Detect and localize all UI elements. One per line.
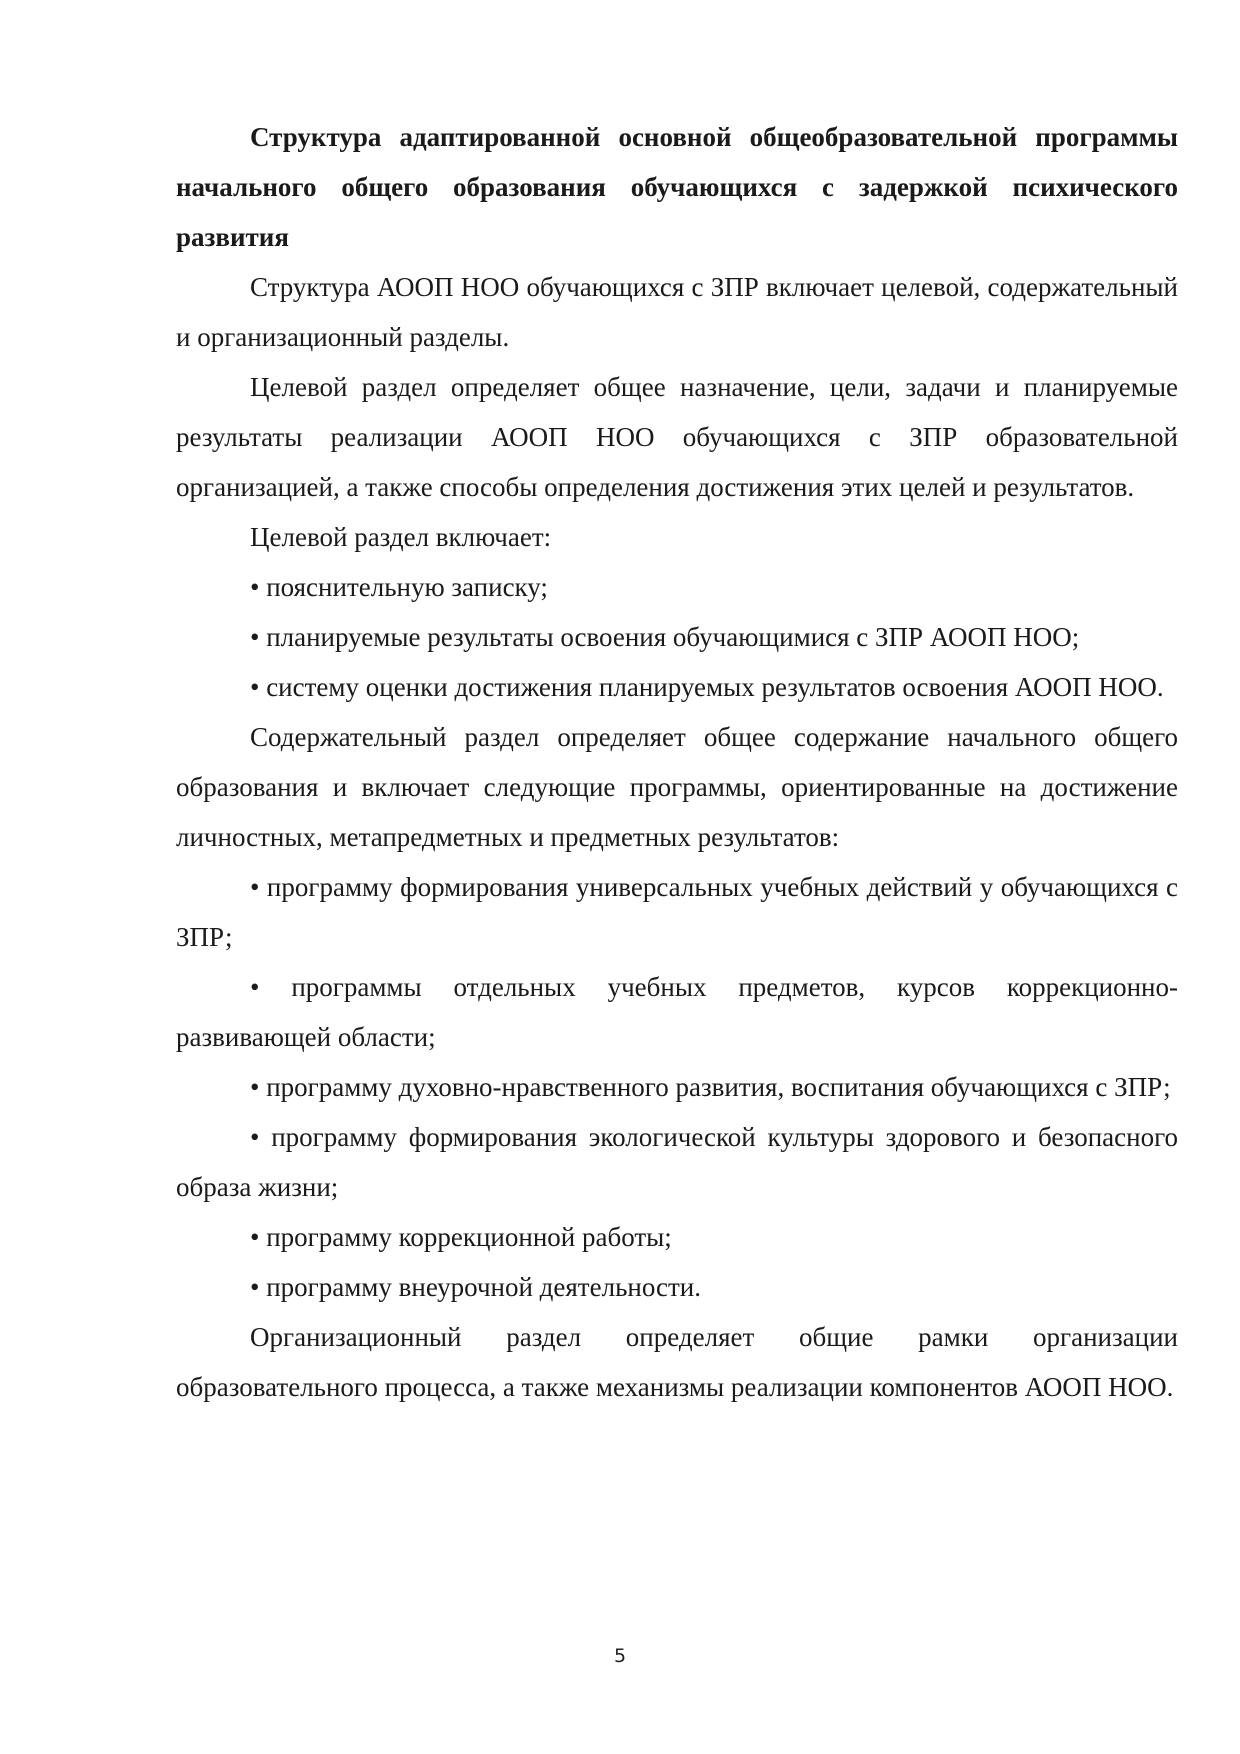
list-item: • систему оценки достижения планируемых результатов освоения АООП НОО. — [250, 672, 1164, 702]
paragraph-content-section: Содержательный раздел определяет общее содержание начального общего образования и включает следующие программы, ориентированные на достижение личностных, метапредметных и предметных результатов: — [176, 722, 1178, 852]
list-item: • планируемые результаты освоения обучающимися с ЗПР АООП НОО; — [250, 622, 1080, 652]
document-page — [176, 112, 1178, 1412]
paragraph-target-includes: Целевой раздел включает: — [250, 522, 552, 552]
paragraph-target-section: Целевой раздел определяет общее назначение, цели, задачи и планируемые результаты реализации АООП НОО обучающихся с ЗПР образовательной организацией, а также способы определения достижения этих целей и результатов. — [176, 372, 1178, 502]
list-item: • программу коррекционной работы; — [250, 1222, 672, 1252]
page-number: 5 — [613, 1645, 627, 1667]
list-item: • пояснительную записку; — [250, 572, 548, 602]
section-title: Структура адаптированной основной общеобразовательной программы начального общего образования обучающихся с задержкой психического развития — [176, 122, 1178, 252]
list-item: • программу формирования экологической культуры здорового и безопасного образа жизни; — [176, 1122, 1178, 1202]
list-item: • программы отдельных учебных предметов, курсов коррекционно-развивающей области; — [176, 972, 1178, 1052]
paragraph-organizational-section: Организационный раздел определяет общие рамки организации образовательного процесса, а также механизмы реализации компонентов АООП НОО. — [176, 1322, 1178, 1402]
list-item: • программу внеурочной деятельности. — [250, 1272, 701, 1302]
list-item: • программу формирования универсальных учебных действий у обучающихся с ЗПР; — [176, 872, 1178, 952]
paragraph-structure: Структура АООП НОО обучающихся с ЗПР включает целевой, содержательный и организационный разделы. — [176, 272, 1178, 352]
list-item: • программу духовно-нравственного развития, воспитания обучающихся с ЗПР; — [250, 1072, 1171, 1102]
